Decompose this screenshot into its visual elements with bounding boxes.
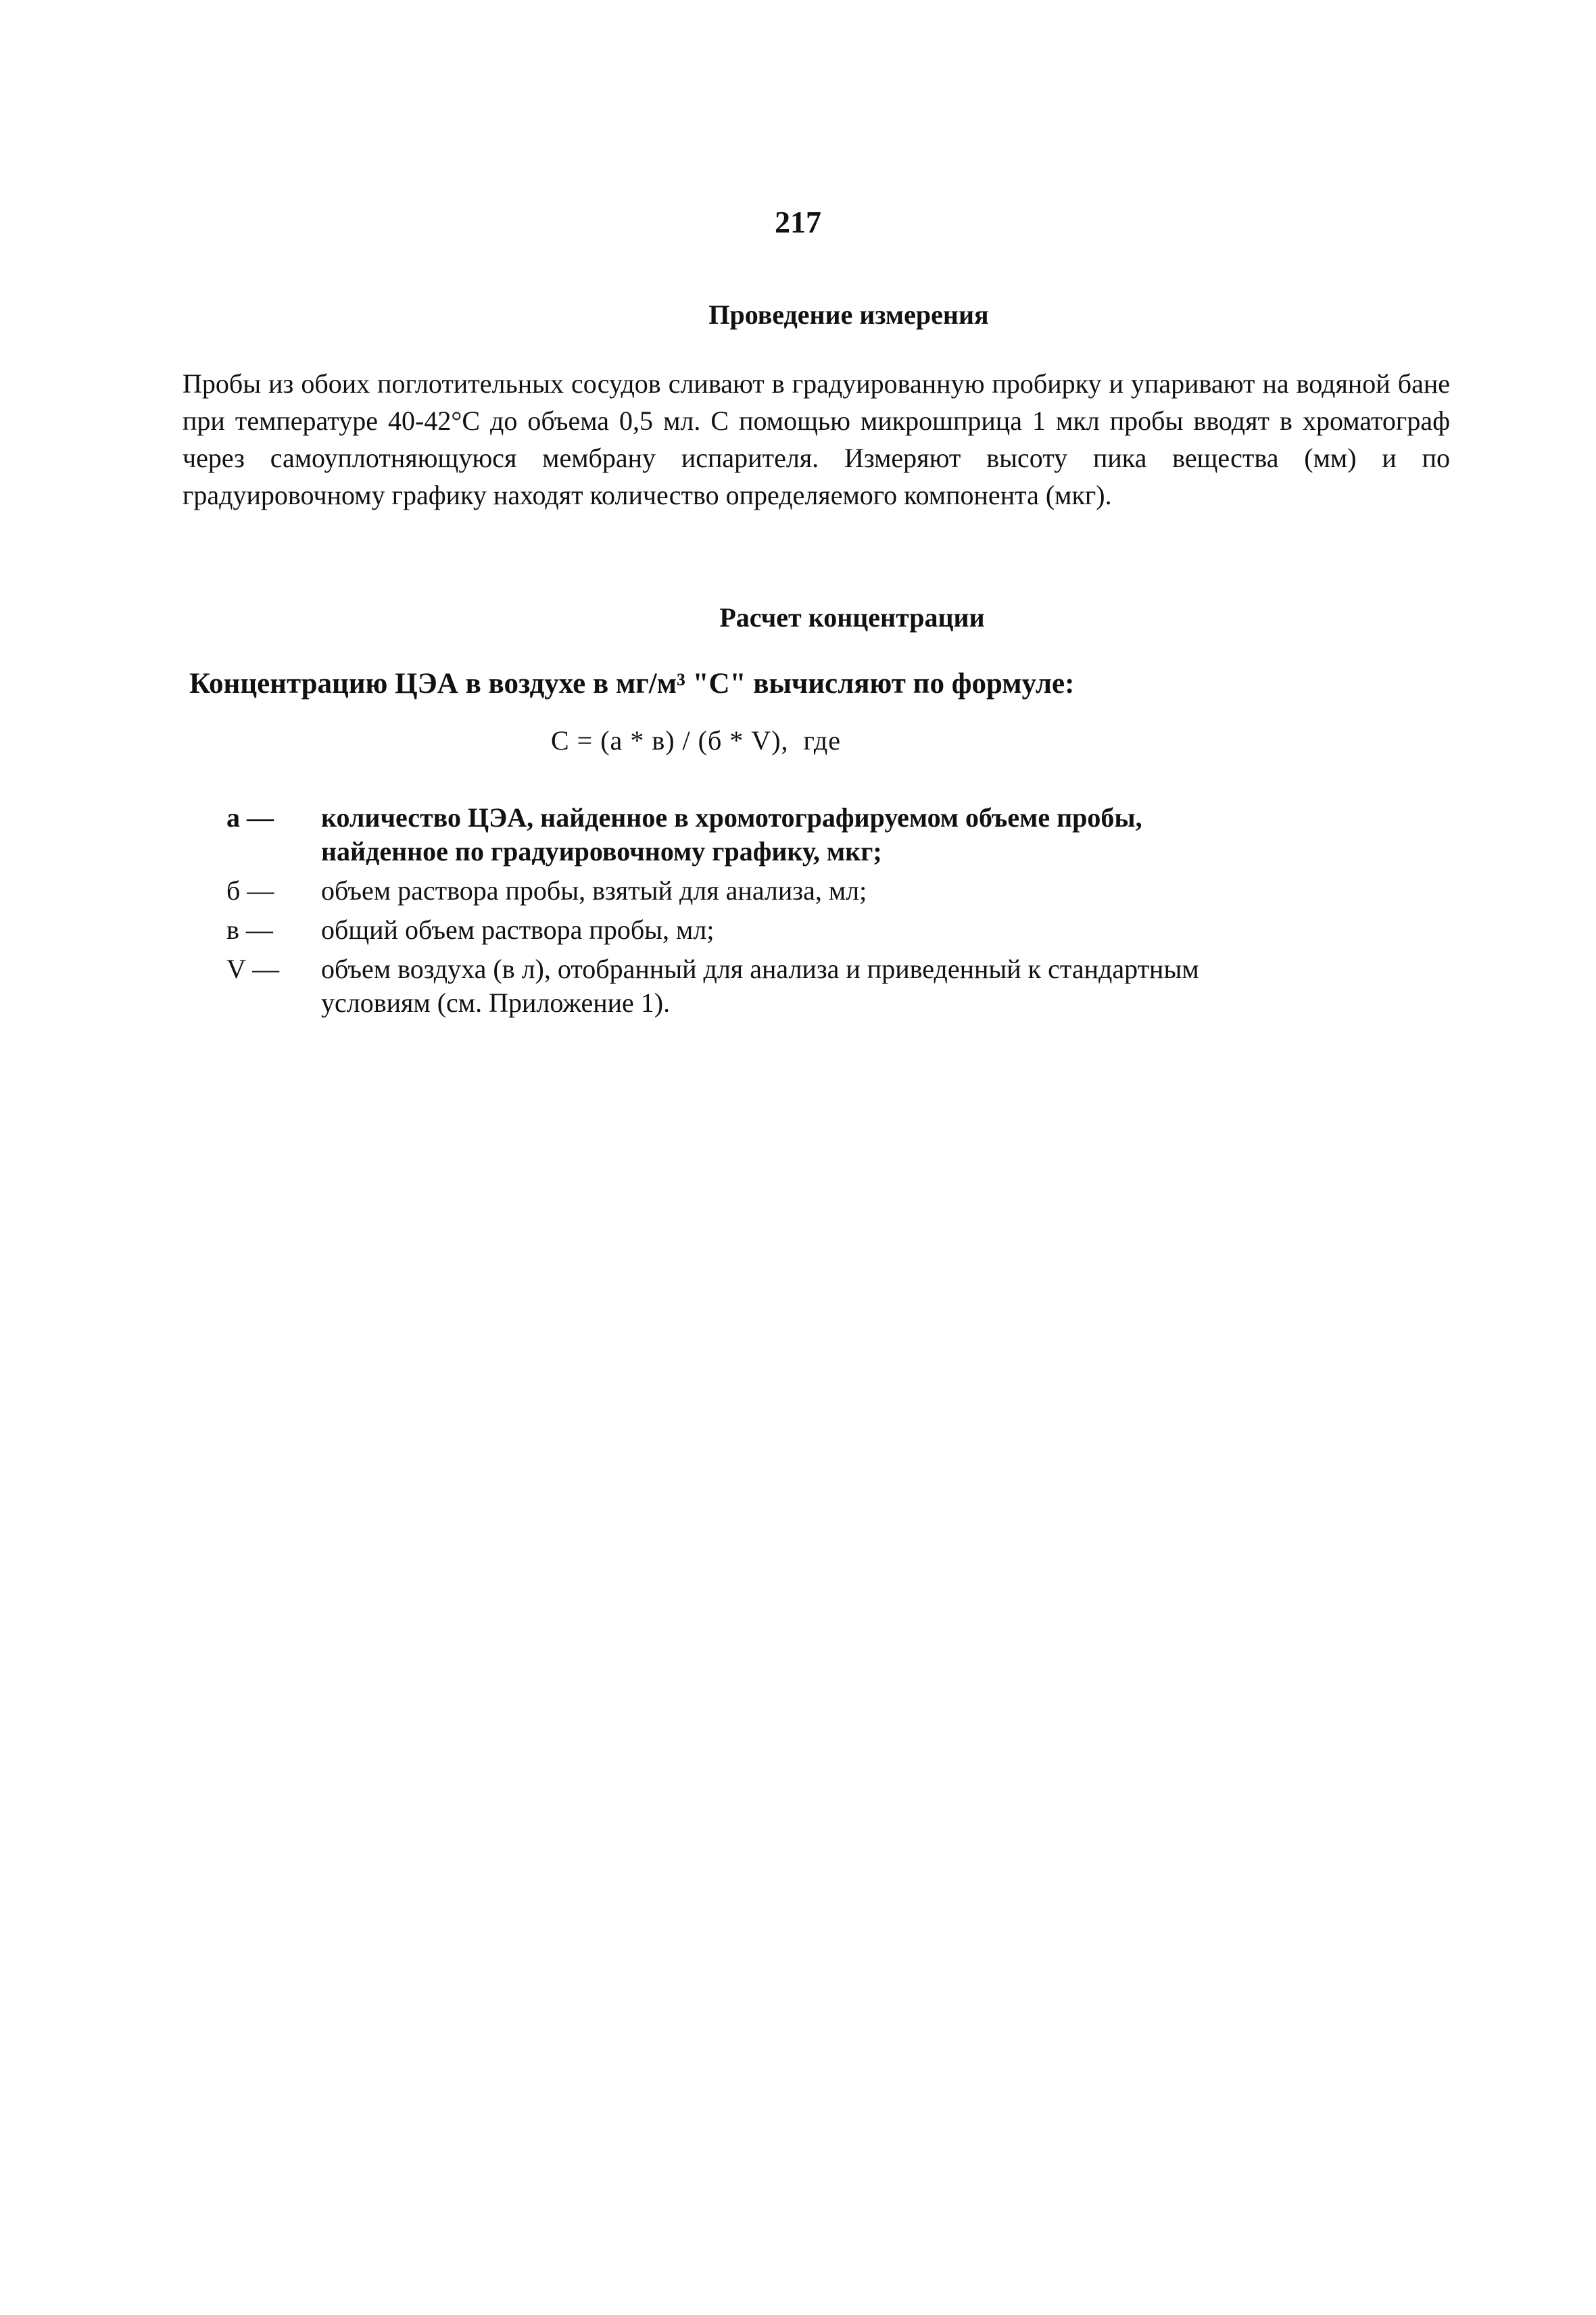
formula-legend	[226, 801, 1240, 1025]
legend-description: объем раствора пробы, взятый для анализа, мл;	[321, 875, 867, 906]
measurement-heading: Проведение измерения	[708, 299, 989, 330]
legend-symbol: в —	[226, 915, 273, 945]
legend-description: общий объем раствора пробы, мл;	[321, 915, 715, 945]
legend-symbol: а —	[226, 802, 274, 833]
legend-item-a	[226, 801, 1240, 869]
legend-description: количество ЦЭА, найденное в хромотографируемом объеме пробы, найденное по градуировочному графику, мкг;	[321, 802, 1142, 867]
page-number: 217	[775, 205, 821, 239]
concentration-formula: С = (а * в) / (б * V), где	[551, 725, 842, 756]
legend-symbol: б —	[226, 875, 274, 906]
legend-description: объем воздуха (в л), отобранный для анализа и приведенный к стандартным условиям (см. Приложение 1).	[321, 954, 1199, 1018]
legend-symbol: V —	[226, 954, 280, 984]
legend-item-v	[226, 913, 1240, 947]
legend-item-b	[226, 874, 1240, 908]
calculation-intro: Концентрацию ЦЭА в воздухе в мг/м³ "С" вычисляют по формуле:	[189, 668, 1075, 700]
measurement-paragraph: Пробы из обоих поглотительных сосудов сливают в градуированную пробирку и упаривают на водяной бане при температуре 40-42°C до объема 0,5 мл. С помощью микрошприца 1 мкл пробы вводят в хроматограф через самоуплотняющуюся мембрану испарителя. Измеряют высоту пика вещества (мм) и по градуировочному графику находят количество определяемого компонента (мкг).	[183, 368, 1450, 510]
calculation-heading: Расчет концентрации	[719, 602, 985, 633]
legend-item-volume	[226, 952, 1240, 1020]
